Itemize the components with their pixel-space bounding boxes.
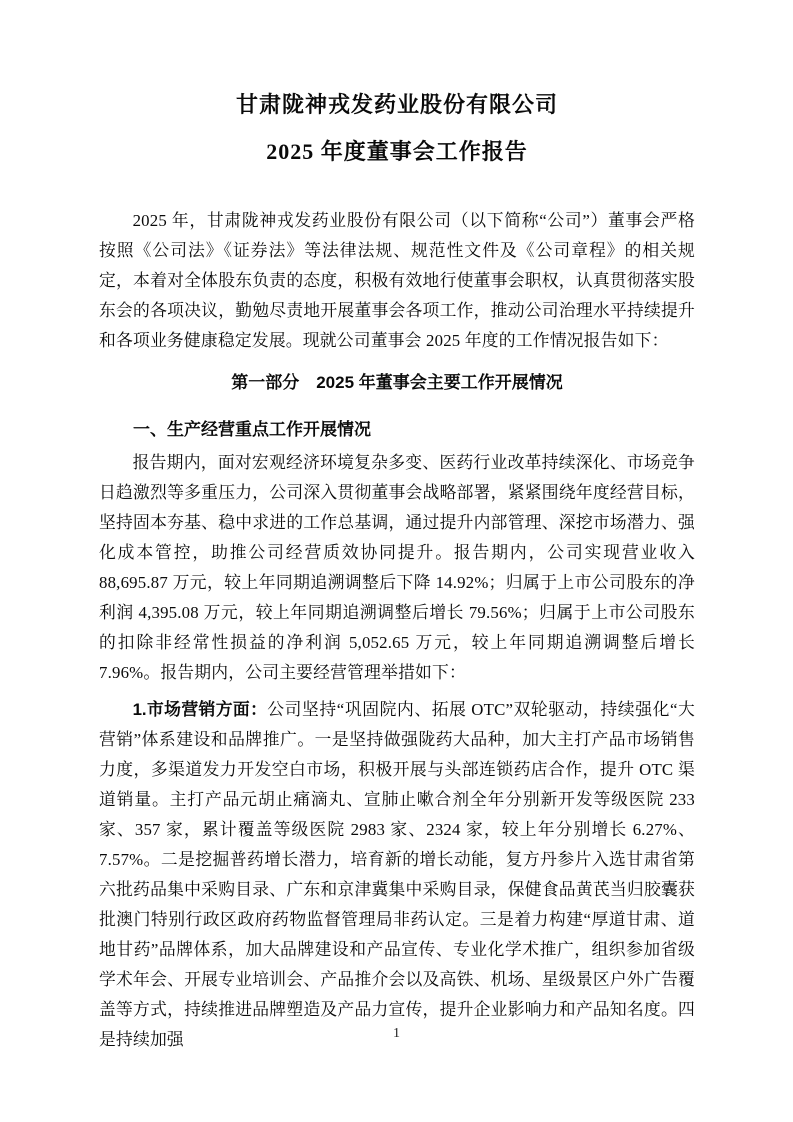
page-number: 1 (393, 1026, 400, 1041)
section1-heading: 一、生产经营重点工作开展情况 (133, 420, 371, 439)
doc-title-report: 2025 年度董事会工作报告 (266, 139, 528, 164)
document-content (99, 90, 695, 1055)
section1-paragraph: 报告期内，面对宏观经济环境复杂多变、医药行业改革持续深化、市场竞争日趋激烈等多重压力，公司深入贯彻董事会战略部署，紧紧围绕年度经营目标，坚持固本夯基、稳中求进的工作总基调，通过提升内部管理、深挖市场潜力、强化成本管控，助推公司经营质效协同提升。报告期内，公司实现营业收入 88,695.87 万元，较上年同期追溯调整后下降 14.92%；归属于上市公司股东的净利润 4,395.08 万元，较上年同期追溯调整后增长 79.56%；归属于上市公司股东的扣除非经常性损益的净利润 5,052.65 万元，较上年同期追溯调整后增长 7.96%。报告期内，公司主要经营管理举措如下： (99, 453, 695, 682)
item1-text: 公司坚持“巩固院内、拓展 OTC”双轮驱动，持续强化“大营销”体系建设和品牌推广。一是坚持做强陇药大品种，加大主打产品市场销售力度，多渠道发力开发空白市场，积极开展与头部连锁药店合作，提升 OTC 渠道销量。主打产品元胡止痛滴丸、宣肺止嗽合剂全年分别新开发等级医院 233 家、357 家，累计覆盖等级医院 2983 家、2324 家，较上年分别增长 6.27%、7.57%。二是挖掘普药增长潜力，培育新的增长动能，复方丹参片入选甘肃省第六批药品集中采购目录、广东和京津冀集中采购目录，保健食品黄芪当归胶囊获批澳门特别行政区政府药物监督管理局非药认定。三是着力构建“厚道甘肃、道地甘药”品牌体系，加大品牌建设和产品宣传、专业化学术推广，组织参加省级学术年会、开展专业培训会、产品推介会以及高铁、机场、星级景区户外广告覆盖等方式，持续推进品牌塑造及产品力宣传，提升企业影响力和产品知名度。四是持续加强 (99, 700, 695, 1049)
item1-paragraph (99, 695, 695, 1055)
part1-heading: 第一部分 2025 年董事会主要工作开展情况 (231, 373, 563, 392)
doc-title-company: 甘肃陇神戎发药业股份有限公司 (235, 92, 558, 117)
item1-lead-label: 1.市场营销方面： (132, 700, 268, 719)
intro-paragraph: 2025 年，甘肃陇神戎发药业股份有限公司（以下简称“公司”）董事会严格按照《公司法》《证券法》等法律法规、规范性文件及《公司章程》的相关规定，本着对全体股东负责的态度，积极有效地行使董事会职权，认真贯彻落实股东会的各项决议，勤勉尽责地开展董事会各项工作，推动公司治理水平持续提升和各项业务健康稳定发展。现就公司董事会 2025 年度的工作情况报告如下： (99, 211, 695, 350)
